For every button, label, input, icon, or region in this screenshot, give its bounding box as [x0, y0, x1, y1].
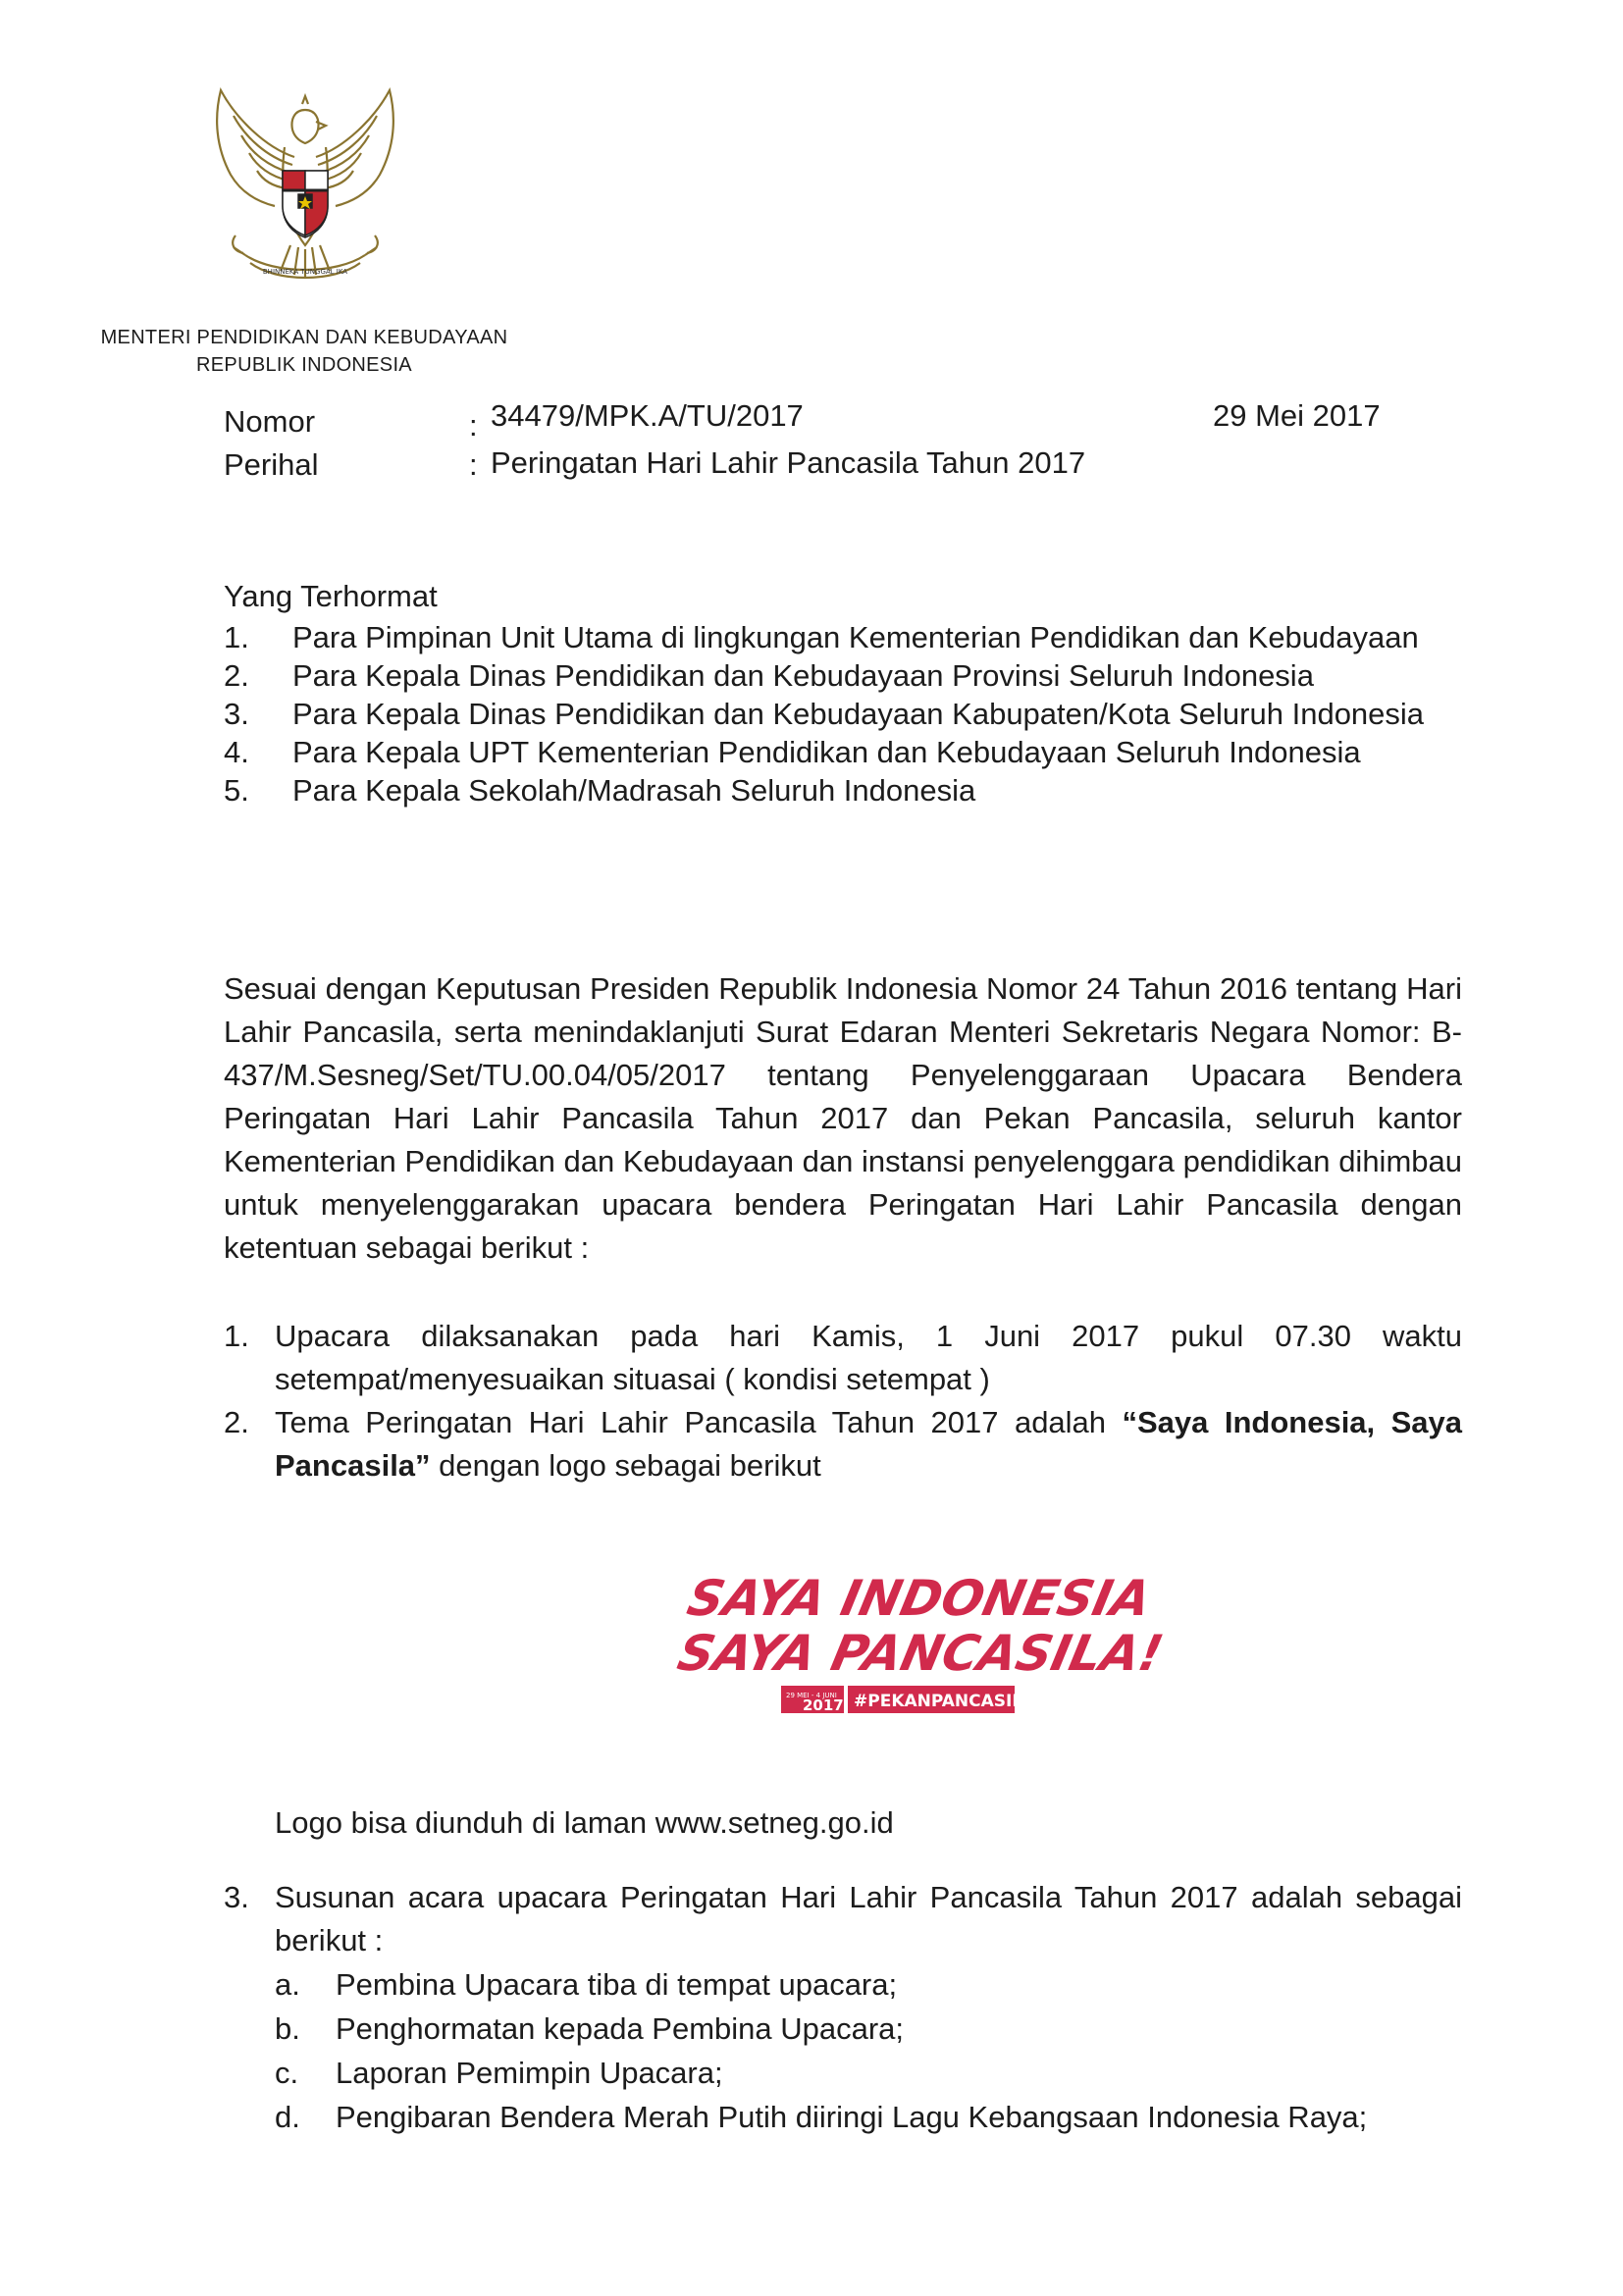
point-text: Susunan acara upacara Peringatan Hari Lahir Pancasila Tahun 2017 adalah sebagai berikut : — [275, 1880, 1462, 1957]
recipient-item — [224, 618, 1460, 656]
point-text — [275, 1401, 1462, 1487]
point-number: 2. — [224, 1405, 249, 1439]
agenda-item — [275, 2051, 1462, 2095]
point-text: Upacara dilaksanakan pada hari Kamis, 1 Juni 2017 pukul 07.30 waktu setempat/menyesuaikan situasai ( kondisi setempat ) — [275, 1319, 1462, 1396]
logo-year: 2017 — [803, 1696, 844, 1714]
recipient-item — [224, 733, 1460, 771]
garuda-pancasila-emblem — [196, 88, 414, 306]
point-text-after: dengan logo sebagai berikut — [430, 1448, 821, 1483]
point-1 — [224, 1315, 1462, 1401]
nomor-value: 34479/MPK.A/TU/2017 — [491, 398, 804, 433]
point-3 — [224, 1876, 1462, 1962]
body-paragraph: Sesuai dengan Keputusan Presiden Republik Indonesia Nomor 24 Tahun 2016 tentang Hari Lahir Pancasila, serta menindaklanjuti Surat Edaran Menteri Sekretaris Negara Nomor: B-437/M.Sesneg/Set/TU.00.04/05/2017 tentang Penyelenggaraan Upacara Bendera Peringatan Hari Lahir Pancasila Tahun 2017 dan Pekan Pancasila, seluruh kantor Kementerian Pendidikan dan Kebudayaan dan instansi penyelenggara pendidikan dihimbau untuk menyelenggarakan upacara bendera Peringatan Hari Lahir Pancasila dengan ketentuan sebagai berikut : — [224, 971, 1462, 1265]
agenda-letter: c. — [275, 2056, 299, 2090]
point-2 — [224, 1401, 1462, 1487]
perihal-separator: : — [469, 447, 478, 482]
recipient-item — [224, 695, 1460, 733]
recipient-text: Para Kepala Dinas Pendidikan dan Kebudayaan Provinsi Seluruh Indonesia — [292, 658, 1314, 693]
recipient-text: Para Kepala UPT Kementerian Pendidikan dan Kebudayaan Seluruh Indonesia — [292, 735, 1361, 769]
agenda-text: Penghormatan kepada Pembina Upacara; — [336, 2011, 905, 2046]
agenda-text: Laporan Pemimpin Upacara; — [336, 2056, 723, 2090]
ministry-line-1: MENTERI PENDIDIKAN DAN KEBUDAYAAN — [100, 327, 508, 348]
greeting: Yang Terhormat — [224, 579, 438, 613]
logo-line-2: SAYA PANCASILA! — [672, 1624, 1169, 1682]
recipient-number: 2. — [224, 658, 249, 693]
ministry-line-2: REPUBLIK INDONESIA — [196, 354, 412, 376]
nomor-separator: : — [469, 408, 478, 443]
agenda-item — [275, 2007, 1462, 2051]
recipient-item — [224, 656, 1460, 695]
agenda-item — [275, 1962, 1462, 2007]
ministry-heading — [59, 324, 550, 379]
point-number: 1. — [224, 1319, 249, 1353]
logo-dates: 29 MEI - 4 JUNI — [786, 1692, 837, 1699]
recipient-text: Para Kepala Sekolah/Madrasah Seluruh Indonesia — [292, 773, 976, 808]
recipient-number: 3. — [224, 697, 249, 731]
logo-line-1: SAYA INDONESIA — [682, 1569, 1157, 1627]
point-text-before: Tema Peringatan Hari Lahir Pancasila Tahun 2017 adalah — [275, 1405, 1123, 1439]
perihal-value: Peringatan Hari Lahir Pancasila Tahun 2017 — [491, 445, 1086, 480]
agenda-text: Pembina Upacara tiba di tempat upacara; — [336, 1967, 898, 2002]
recipient-item — [224, 771, 1460, 809]
saya-pancasila-logo — [672, 1560, 1169, 1727]
recipient-text: Para Pimpinan Unit Utama di lingkungan Kementerian Pendidikan dan Kebudayaan — [292, 620, 1419, 654]
recipient-text: Para Kepala Dinas Pendidikan dan Kebudayaan Kabupaten/Kota Seluruh Indonesia — [292, 697, 1425, 731]
emblem-motto: BHINNEKA TUNGGAL IKA — [262, 268, 348, 276]
recipient-number: 1. — [224, 620, 249, 654]
theme-title: “Saya Indonesia, Saya Pancasila” — [275, 1405, 1463, 1483]
agenda-list — [275, 1962, 1462, 2139]
perihal-label: Perihal — [224, 447, 319, 482]
nomor-label: Nomor — [224, 404, 316, 439]
logo-hashtag: #PEKANPANCASILA — [854, 1692, 1036, 1711]
recipient-number: 4. — [224, 735, 249, 769]
agenda-letter: d. — [275, 2100, 300, 2134]
point-number: 3. — [224, 1880, 249, 1914]
agenda-text: Pengibaran Bendera Merah Putih diiringi Lagu Kebangsaan Indonesia Raya; — [336, 2100, 1368, 2134]
recipient-list — [224, 618, 1460, 809]
agenda-letter: b. — [275, 2011, 300, 2046]
agenda-item — [275, 2095, 1462, 2139]
recipient-number: 5. — [224, 773, 249, 808]
letter-date: 29 Mei 2017 — [1213, 398, 1381, 433]
logo-download-note: Logo bisa diunduh di laman www.setneg.go.id — [275, 1805, 894, 1840]
agenda-letter: a. — [275, 1967, 300, 2002]
